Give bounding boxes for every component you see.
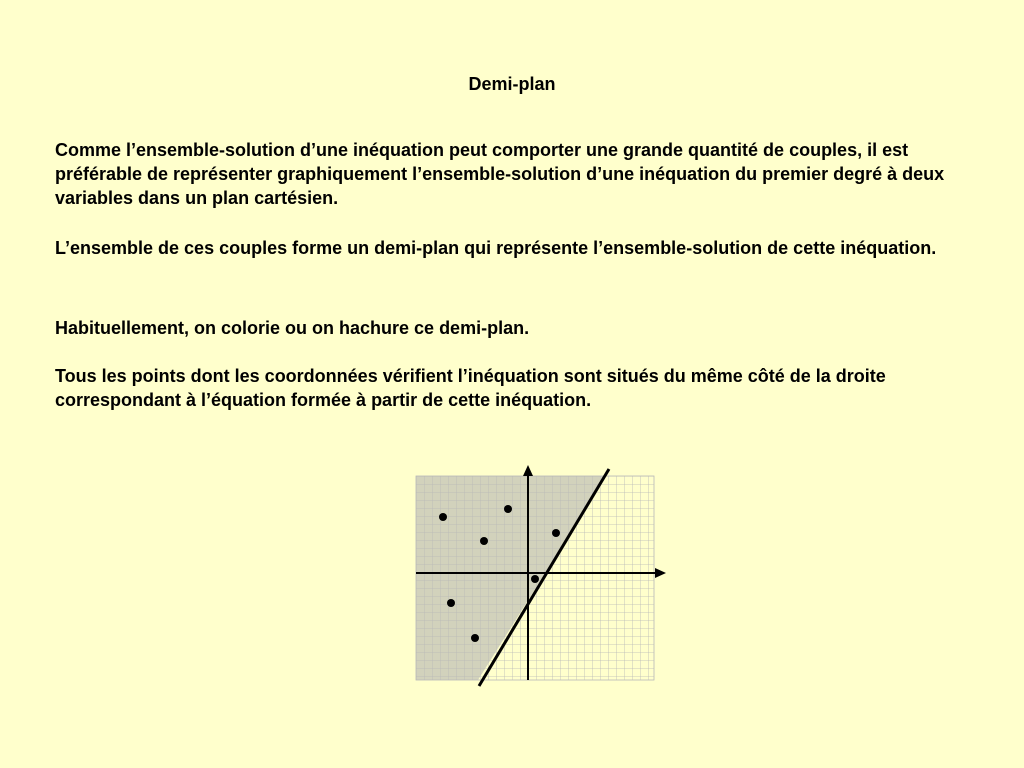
y-axis-arrow [523,465,533,476]
point [504,505,512,513]
point [439,513,447,521]
paragraph-intro: Comme l’ensemble-solution d’une inéquation peut comporter une grande quantité de couples, il est préférable de représenter graphiquement l’ensemble-solution d’une inéquation du premier degré à deux variables dans un plan cartésien. [55,140,945,208]
point [447,599,455,607]
x-axis-arrow [655,568,666,578]
paragraph-demi-plan: L’ensemble de ces couples forme un demi-plan qui représente l’ensemble-solution de cette inéquation. [55,238,937,258]
point [552,529,560,537]
slide-title: Demi-plan [468,74,556,94]
paragraph-colorie: Habituellement, on colorie ou on hachure ce demi-plan. [55,318,530,338]
point [480,537,488,545]
point [471,634,479,642]
point [531,575,539,583]
paragraph-points: Tous les points dont les coordonnées vérifient l’inéquation sont situés du même côté de la droite correspondant à l’équation formée à partir de cette inéquation. [55,366,886,410]
half-plane-diagram [400,460,680,690]
